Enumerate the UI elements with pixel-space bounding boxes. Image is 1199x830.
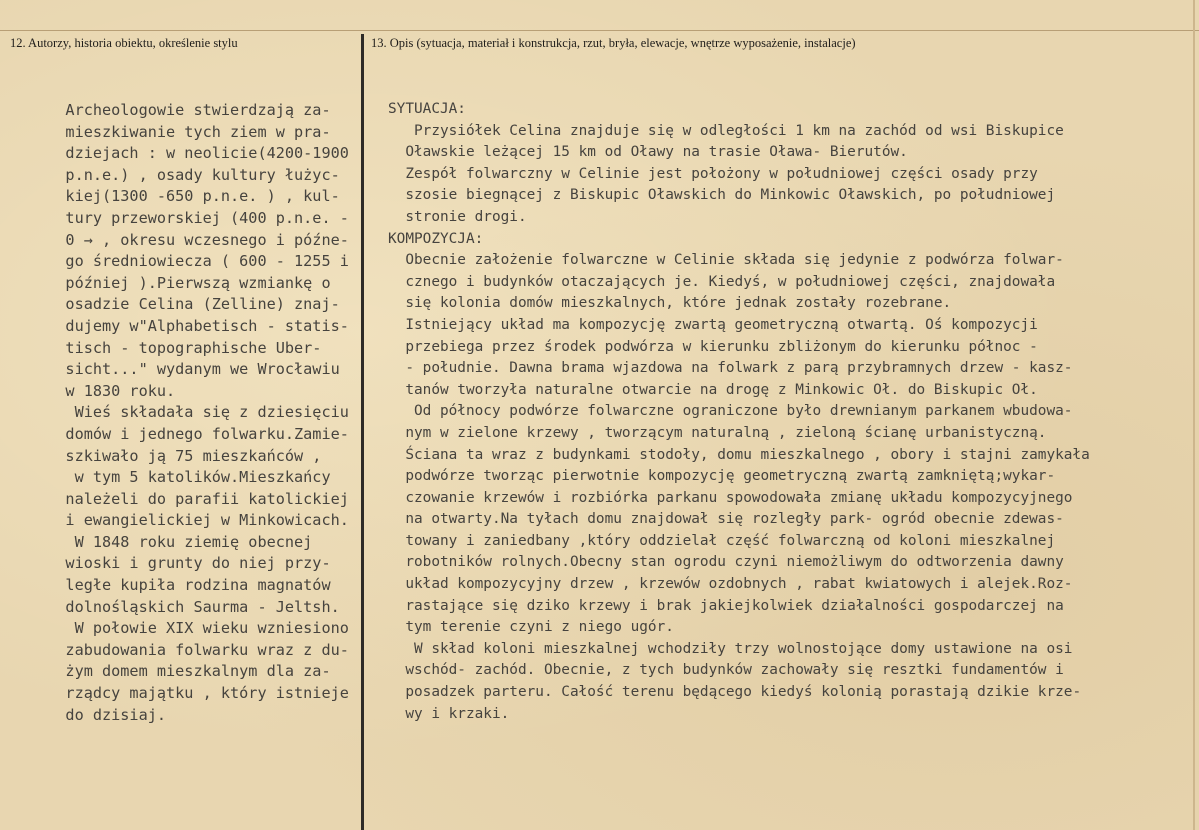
history-text-line: sicht..." wydanym we Wrocławiu: [38, 360, 340, 379]
description-text-line: tanów tworzyła naturalne otwarcie na drogę z Minkowic Oł. do Biskupic Oł.: [388, 381, 1038, 398]
column-divider: [361, 34, 364, 830]
history-text-line: rządcy majątku , który istnieje: [38, 684, 349, 703]
description-text-line: układ kompozycyjny drzew , krzewów ozdobnych , rabat kwiatowych i alejek.Roz-: [388, 576, 1073, 593]
history-text-line: W połowie XIX wieku wzniesiono: [38, 619, 349, 638]
history-text-block: [38, 100, 358, 726]
description-text-line: towany i zaniedbany ,który oddzielał część folwarczną od koloni mieszkalnej: [388, 532, 1056, 549]
description-text-block: [388, 99, 1188, 725]
history-text-line: kiej(1300 -650 p.n.e. ) , kul-: [38, 187, 340, 206]
history-text-line: do dzisiaj.: [38, 705, 167, 724]
history-text-line: p.n.e.) , osady kultury łużyc-: [38, 165, 340, 184]
description-text-line: wy i krzaki.: [388, 705, 510, 722]
history-text-line: ległe kupiła rodzina magnatów: [38, 576, 331, 595]
history-text-line: dolnośląskich Saurma - Jeltsh.: [38, 597, 340, 616]
description-text-line: KOMPOZYCJA:: [388, 230, 484, 247]
history-text-line: osadzie Celina (Zelline) znaj-: [38, 295, 340, 314]
history-text-line: dujemy w"Alphabetisch - statis-: [38, 316, 349, 335]
history-text-line: i ewangielickiej w Minkowicach.: [38, 511, 349, 530]
history-text-line: szkiwało ją 75 mieszkańców ,: [38, 446, 322, 465]
history-text-line: w 1830 roku.: [38, 381, 176, 400]
description-text-line: Oławskie leżącej 15 km od Oławy na trasie Oława- Bierutów.: [388, 144, 908, 161]
description-text-line: przebiega przez środek podwórza w kierunku zbliżonym do kierunku północ -: [388, 338, 1038, 355]
description-text-line: stronie drogi.: [388, 208, 527, 225]
description-text-line: się kolonia domów mieszkalnych, które jednak zostały rozebrane.: [388, 295, 952, 312]
header-rule: [0, 30, 1199, 31]
description-text-line: cznego i budynków otaczających je. Kiedyś, w południowej części, znajdowała: [388, 273, 1056, 290]
history-text-line: wioski i grunty do niej przy-: [38, 554, 331, 573]
description-text-line: SYTUACJA:: [388, 101, 466, 117]
history-text-line: domów i jednego folwarku.Zamie-: [38, 424, 349, 443]
description-text-line: Od północy podwórze folwarczne ograniczone było drewnianym parkanem wbudowa-: [388, 403, 1073, 420]
description-text-line: posadzek parteru. Całość terenu będącego kiedyś kolonią porastają dzikie krze-: [388, 684, 1082, 701]
history-text-line: później ).Pierwszą wzmiankę o: [38, 273, 331, 292]
history-text-line: 0 → , okresu wczesnego i późne-: [38, 230, 349, 249]
section-12-header: 12. Autorzy, historia obiektu, określenie stylu: [10, 36, 238, 50]
description-text-line: Przysiółek Celina znajduje się w odległości 1 km na zachód od wsi Biskupice: [388, 122, 1064, 139]
history-text-line: tisch - topographische Uber-: [38, 338, 322, 357]
description-text-line: Obecnie założenie folwarczne w Celinie składa się jedynie z podwórza folwar-: [388, 252, 1064, 269]
description-text-line: Ściana ta wraz z budynkami stodoły, domu mieszkalnego , obory i stajni zamykała: [388, 446, 1090, 463]
history-text-line: Wieś składała się z dziesięciu: [38, 403, 349, 422]
description-text-line: Zespół folwarczny w Celinie jest położony w południowej części osady przy: [388, 165, 1038, 182]
history-text-line: mieszkiwanie tych ziem w pra-: [38, 122, 331, 141]
description-text-line: szosie biegnącej z Biskupic Oławskich do Minkowic Oławskich, po południowej: [388, 187, 1056, 204]
description-text-line: nym w zielone krzewy , tworzącym naturalną , zieloną ścianę urbanistyczną.: [388, 424, 1047, 441]
history-text-line: w tym 5 katolików.Mieszkańcy: [38, 468, 331, 487]
description-text-line: - południe. Dawna brama wjazdowa na folwark z parą przybramnych drzew - kasz-: [388, 360, 1073, 377]
description-text-line: wschód- zachód. Obecnie, z tych budynków zachowały się resztki fundamentów i: [388, 662, 1064, 679]
history-text-line: Archeologowie stwierdzają za-: [38, 101, 331, 119]
history-text-line: go średniowiecza ( 600 - 1255 i: [38, 252, 349, 271]
description-text-line: na otwarty.Na tyłach domu znajdował się rozległy park- ogród obecnie zdewas-: [388, 511, 1064, 528]
description-text-line: podwórze tworząc pierwotnie kompozycję geometryczną zwartą zamkniętą;wykar-: [388, 468, 1056, 485]
history-text-line: W 1848 roku ziemię obecnej: [38, 532, 313, 551]
history-text-line: dziejach : w neolicie(4200-1900: [38, 144, 349, 163]
description-text-line: tym terenie czyni z niego ugór.: [388, 619, 674, 636]
history-text-line: żym domem mieszkalnym dla za-: [38, 662, 331, 681]
history-text-line: zabudowania folwarku wraz z du-: [38, 640, 349, 659]
description-text-line: W skład koloni mieszkalnej wchodziły trzy wolnostojące domy ustawione na osi: [388, 640, 1073, 657]
history-text-line: należeli do parafii katolickiej: [38, 489, 349, 508]
section-13-header: 13. Opis (sytuacja, materiał i konstrukcja, rzut, bryła, elewacje, wnętrze wyposażenie, instalacje): [371, 36, 856, 50]
page-edge: [1193, 0, 1195, 830]
history-text-line: tury przeworskiej (400 p.n.e. -: [38, 208, 349, 227]
description-text-line: czowanie krzewów i rozbiórka parkanu spowodowała zmianę układu kompozycyjnego: [388, 489, 1073, 506]
description-text-line: Istniejący układ ma kompozycję zwartą geometryczną otwartą. Oś kompozycji: [388, 316, 1038, 333]
description-text-line: robotników rolnych.Obecny stan ogrodu czyni niemożliwym do odtworzenia dawny: [388, 554, 1064, 571]
description-text-line: rastające się dziko krzewy i brak jakiejkolwiek działalności gospodarczej na: [388, 597, 1064, 614]
